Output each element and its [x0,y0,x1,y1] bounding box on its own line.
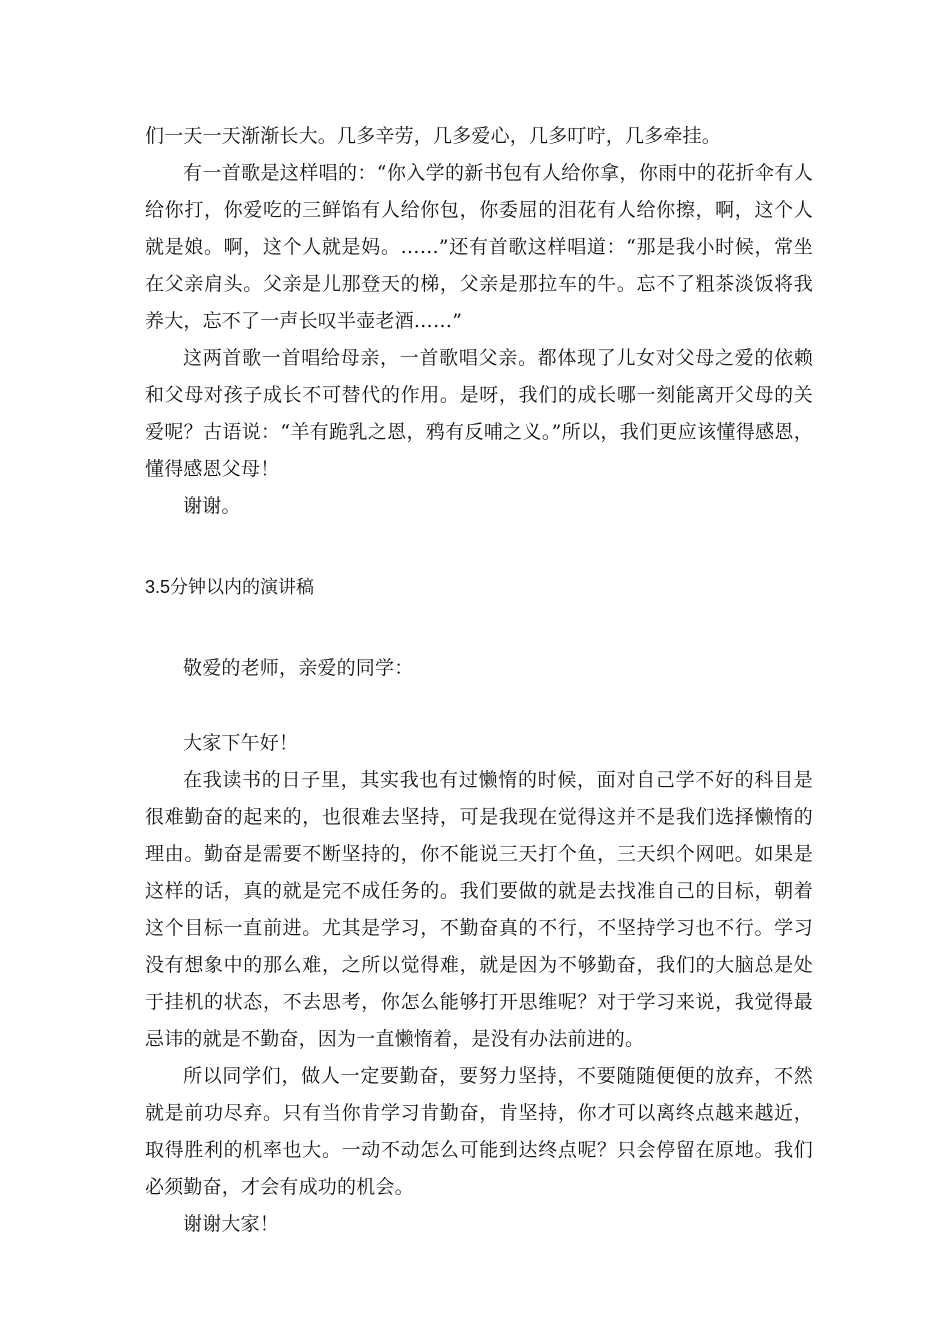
paragraph-continuation: 们一天一天渐渐长大。几多辛劳，几多爱心，几多叮咛，几多牵挂。 [145,125,722,147]
spacer [145,687,813,725]
section-heading: 3.5分钟以内的演讲稿 [145,577,315,597]
spacer [145,525,813,569]
paragraph-gratitude: 这两首歌一首唱给母亲，一首歌唱父亲。都体现了儿女对父母之爱的依赖和父母对孩子成长不可替代的作用。是呀，我们的成长哪一刻能离开父母的关爱呢？古语说：“羊有跪乳之恩，鸦有反哺之义。”所以，我们更应该懂得感恩，懂得感恩父母！ [145,347,813,480]
paragraph-thanks: 谢谢。 [183,495,241,517]
greeting: 大家下午好！ [183,732,299,754]
salutation: 敬爱的老师，亲爱的同学： [183,657,414,679]
spacer [145,606,813,650]
paragraph-diligence: 在我读书的日子里，其实我也有过懒惰的时候，面对自己学不好的科目是很难勤奋的起来的，也很难去坚持，可是我现在觉得这并不是我们选择懒惰的理由。勤奋是需要不断坚持的，你不能说三天打个鱼，三天织个网吧。如果是这样的话，真的就是完不成任务的。我们要做的就是去找准自己的目标，朝着这个目标一直前进。尤其是学习，不勤奋真的不行，不坚持学习也不行。学习没有想象中的那么难，之所以觉得难，就是因为不够勤奋，我们的大脑总是处于挂机的状态，不去思考，你怎么能够打开思维呢？对于学习来说，我觉得最忌讳的就是不勤奋，因为一直懒惰着，是没有办法前进的。 [145,769,813,1050]
paragraph-songs: 有一首歌是这样唱的：“你入学的新书包有人给你拿，你雨中的花折伞有人给你打，你爱吃的三鲜馅有人给你包，你委屈的泪花有人给你擦，啊，这个人就是娘。啊，这个人就是妈。……”还有首歌这样唱道：“那是我小时候，常坐在父亲肩头。父亲是儿那登天的梯，父亲是那拉车的牛。忘不了粗茶淡饭将我养大，忘不了一声长叹半壶老酒……” [145,162,813,332]
paragraph-persistence: 所以同学们，做人一定要勤奋，要努力坚持，不要随随便便的放弃，不然就是前功尽弃。只有当你肯学习肯勤奋，肯坚持，你才可以离终点越来越近，取得胜利的机率也大。一动不动怎么可能到达终点呢？只会停留在原地。我们必须勤奋，才会有成功的机会。 [145,1065,813,1198]
closing: 谢谢大家！ [183,1213,280,1235]
document-page [145,118,813,1243]
